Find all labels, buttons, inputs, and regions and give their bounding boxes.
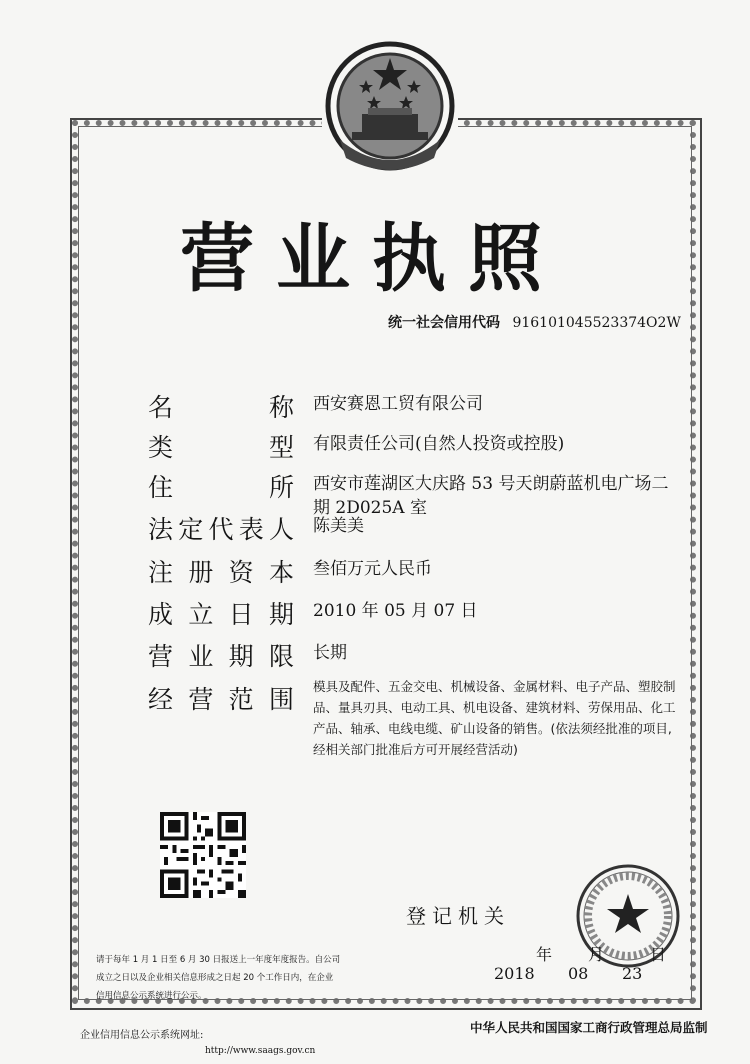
field-value: 西安市莲湖区大庆路 53 号天朗蔚蓝机电广场二	[313, 474, 669, 494]
date-day: 23	[622, 964, 643, 983]
scope-line: 经相关部门批准后方可开展经营活动)	[313, 742, 518, 757]
footer-website-url: http://www.saags.gov.cn	[205, 1046, 316, 1056]
field-value: 陈美美	[313, 516, 364, 536]
footer-issuer: 中华人民共和国国家工商行政管理总局监制	[470, 1020, 708, 1035]
date-month-char: 月	[588, 945, 605, 964]
field-label: 类型	[148, 433, 294, 462]
field-value: 有限责任公司(自然人投资或控股)	[313, 434, 565, 454]
date-month: 08	[568, 964, 589, 983]
field-value: 叁佰万元人民币	[313, 559, 432, 579]
field-value: 西安赛恩工贸有限公司	[313, 394, 483, 414]
credit-code	[388, 312, 681, 332]
notice-line: 信用信息公示系统进行公示。	[96, 991, 207, 1001]
business-scope	[313, 676, 685, 760]
scope-line: 模具及配件、五金交电、机械设备、金属材料、电子产品、塑胶制	[313, 679, 676, 694]
field-label: 营业期限	[148, 642, 294, 671]
national-emblem-icon	[322, 40, 458, 176]
field-value: 2010 年 05 月 07 日	[313, 601, 478, 621]
date-day-char: 日	[650, 945, 667, 964]
registration-authority: 登记机关	[406, 904, 510, 928]
field-label: 成立日期	[148, 600, 294, 629]
scope-line: 品、量具刃具、电动工具、机电设备、建筑材料、劳保用品、化工	[313, 700, 676, 715]
notice-line: 请于每年 1 月 1 日至 6 月 30 日报送上一年度年度报告。自公司	[96, 955, 341, 965]
footer-website-label: 企业信用信息公示系统网址:	[80, 1030, 204, 1041]
qr-code-icon	[160, 812, 246, 898]
date-year-char: 年	[536, 945, 553, 964]
field-label: 经营范围	[148, 685, 294, 714]
notice-line: 成立之日以及企业相关信息形成之日起 20 个工作日内，在企业	[96, 973, 334, 983]
field-label: 法定代表人	[148, 515, 294, 544]
field-label: 名称	[148, 393, 294, 422]
credit-code-label: 统一社会信用代码	[388, 315, 500, 331]
date-year: 2018	[494, 964, 535, 983]
credit-code-value: 916101045523374O2W	[512, 315, 681, 331]
field-value: 长期	[313, 643, 347, 663]
document-title: 营业执照	[180, 216, 564, 302]
field-label: 住所	[148, 473, 294, 502]
field-value-line2: 期 2D025A 室	[313, 498, 427, 518]
scope-line: 产品、轴承、电线电缆、矿山设备的销售。(依法须经批准的项目,	[313, 721, 672, 736]
field-label: 注册资本	[148, 558, 294, 587]
